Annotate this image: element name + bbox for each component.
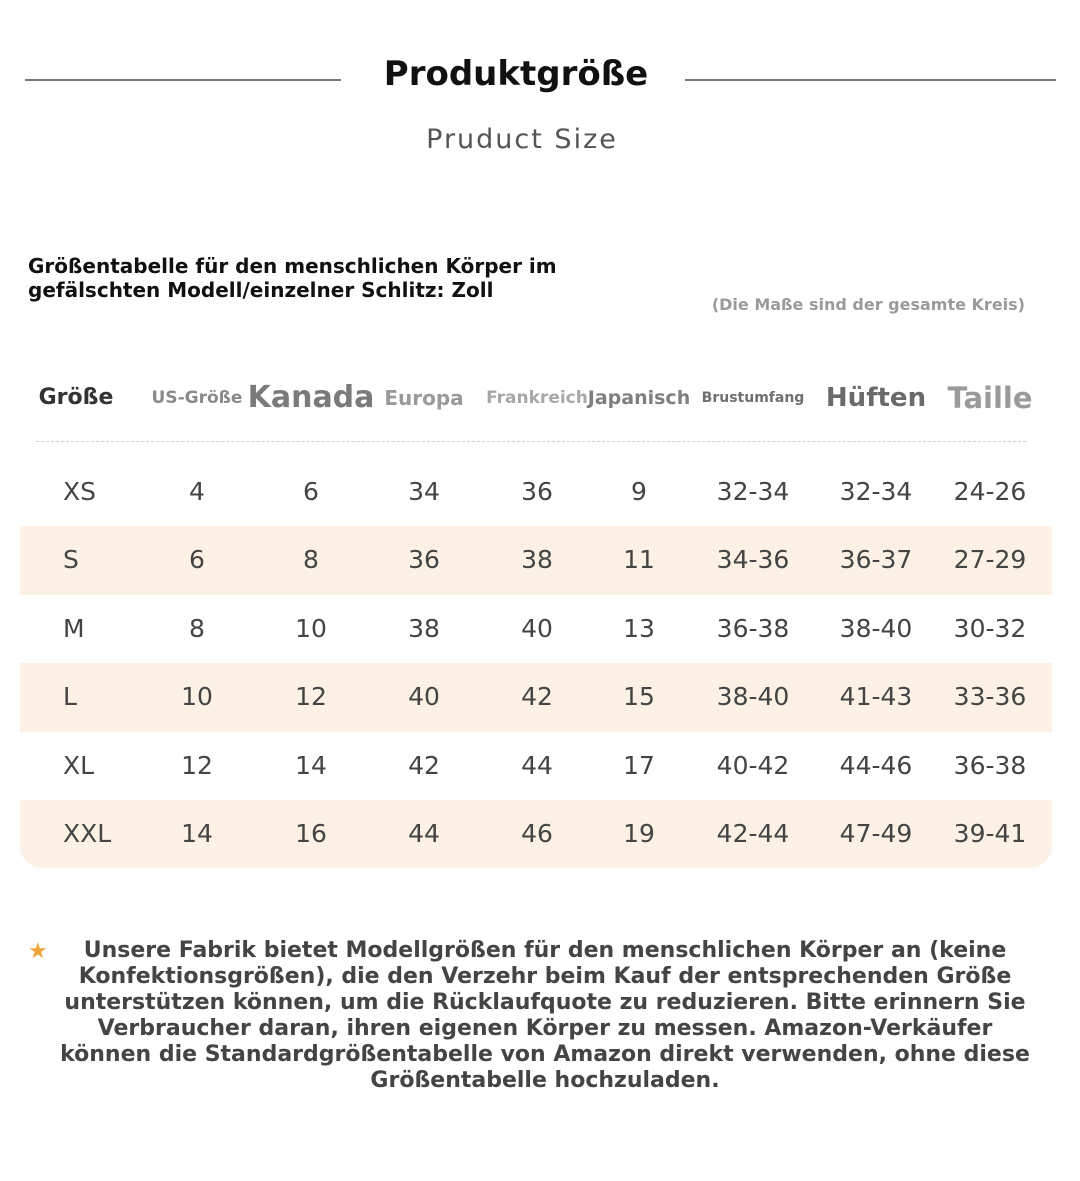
table-cell: 8 xyxy=(189,613,205,643)
table-row xyxy=(20,458,1052,526)
table-cell: 40 xyxy=(408,682,440,712)
size-table-body xyxy=(20,458,1052,868)
column-header: Hüften xyxy=(825,383,927,413)
table-cell: L xyxy=(63,682,77,712)
table-cell: 36-38 xyxy=(953,750,1027,780)
measurement-note: (Die Maße sind der gesamte Kreis) xyxy=(711,295,1025,314)
table-row xyxy=(20,800,1052,868)
table-cell: 10 xyxy=(295,613,327,643)
table-cell: M xyxy=(63,613,85,643)
table-cell: S xyxy=(63,545,79,575)
table-cell: 30-32 xyxy=(953,613,1027,643)
column-header: US-Größe xyxy=(151,388,243,408)
table-cell: 16 xyxy=(295,818,327,848)
table-cell: XL xyxy=(63,750,95,780)
table-cell: 14 xyxy=(295,750,327,780)
table-cell: 39-41 xyxy=(953,818,1027,848)
page-subtitle: Pruduct Size xyxy=(426,124,618,155)
table-cell: 34-36 xyxy=(716,545,790,575)
table-cell: 42 xyxy=(521,682,553,712)
table-cell: 32-34 xyxy=(716,477,790,506)
table-cell: 10 xyxy=(181,682,213,712)
column-header: Taille xyxy=(947,381,1033,415)
table-cell: 44 xyxy=(521,750,553,780)
table-cell: XS xyxy=(63,477,96,506)
table-row xyxy=(20,663,1052,731)
table-cell: 19 xyxy=(623,818,655,848)
table-cell: 24-26 xyxy=(953,477,1027,506)
page-title: Produktgröße xyxy=(383,54,649,94)
table-cell: 17 xyxy=(623,750,655,780)
table-cell: 27-29 xyxy=(953,545,1027,575)
size-chart-heading: Größentabelle für den menschlichen Körper im gefälschten Modell/einzelner Schlitz: Zoll xyxy=(28,254,557,302)
table-cell: 8 xyxy=(303,545,319,575)
table-cell: 40-42 xyxy=(716,750,790,780)
table-cell: 11 xyxy=(623,545,655,575)
column-header: Größe xyxy=(38,385,114,410)
table-cell: 47-49 xyxy=(839,818,913,848)
column-header: Frankreich xyxy=(486,388,588,408)
column-header: Brustumfang xyxy=(701,390,805,406)
column-header: Kanada xyxy=(247,380,375,415)
table-cell: 12 xyxy=(295,682,327,712)
table-cell: 12 xyxy=(181,750,213,780)
table-row xyxy=(20,595,1052,663)
table-cell: 38 xyxy=(521,545,553,575)
table-cell: 34 xyxy=(408,477,440,506)
header-divider xyxy=(36,441,1026,442)
table-cell: 41-43 xyxy=(839,682,913,712)
table-cell: 4 xyxy=(189,477,205,506)
column-header: Europa xyxy=(384,386,464,410)
footer-note: Unsere Fabrik bietet Modellgrößen für den menschlichen Körper an (keine Konfektionsgrößen), die den Verzehr beim Kauf der entsprechenden Größe unterstützen können, um die Rücklaufquote zu reduzieren. Bitte erinnern Sie Verbraucher daran, ihren eigenen Körper zu messen. Amazon-Verkäufer können die Standardgrößentabelle von Amazon direkt verwenden, ohne diese Größentabelle hochzuladen. xyxy=(60,938,1030,1093)
table-cell: 6 xyxy=(189,545,205,575)
table-cell: 14 xyxy=(181,818,213,848)
table-cell: 36-37 xyxy=(839,545,913,575)
table-cell: 32-34 xyxy=(839,477,913,506)
table-cell: 40 xyxy=(521,613,553,643)
table-cell: 33-36 xyxy=(953,682,1027,712)
table-cell: 6 xyxy=(303,477,319,506)
table-row xyxy=(20,526,1052,594)
column-header: Japanisch xyxy=(587,387,691,409)
table-cell: 38-40 xyxy=(716,682,790,712)
table-cell: 36-38 xyxy=(716,613,790,643)
star-icon: ★ xyxy=(28,939,48,964)
table-cell: 44-46 xyxy=(839,750,913,780)
table-row xyxy=(20,732,1052,800)
table-cell: XXL xyxy=(63,818,112,848)
table-cell: 36 xyxy=(521,477,553,506)
table-header xyxy=(20,368,1052,428)
table-cell: 38-40 xyxy=(839,613,913,643)
table-cell: 46 xyxy=(521,818,553,848)
table-cell: 9 xyxy=(631,477,647,506)
table-cell: 42-44 xyxy=(716,818,790,848)
table-cell: 15 xyxy=(623,682,655,712)
table-cell: 42 xyxy=(408,750,440,780)
table-cell: 13 xyxy=(623,613,655,643)
table-cell: 44 xyxy=(408,818,440,848)
table-cell: 38 xyxy=(408,613,440,643)
table-cell: 36 xyxy=(408,545,440,575)
